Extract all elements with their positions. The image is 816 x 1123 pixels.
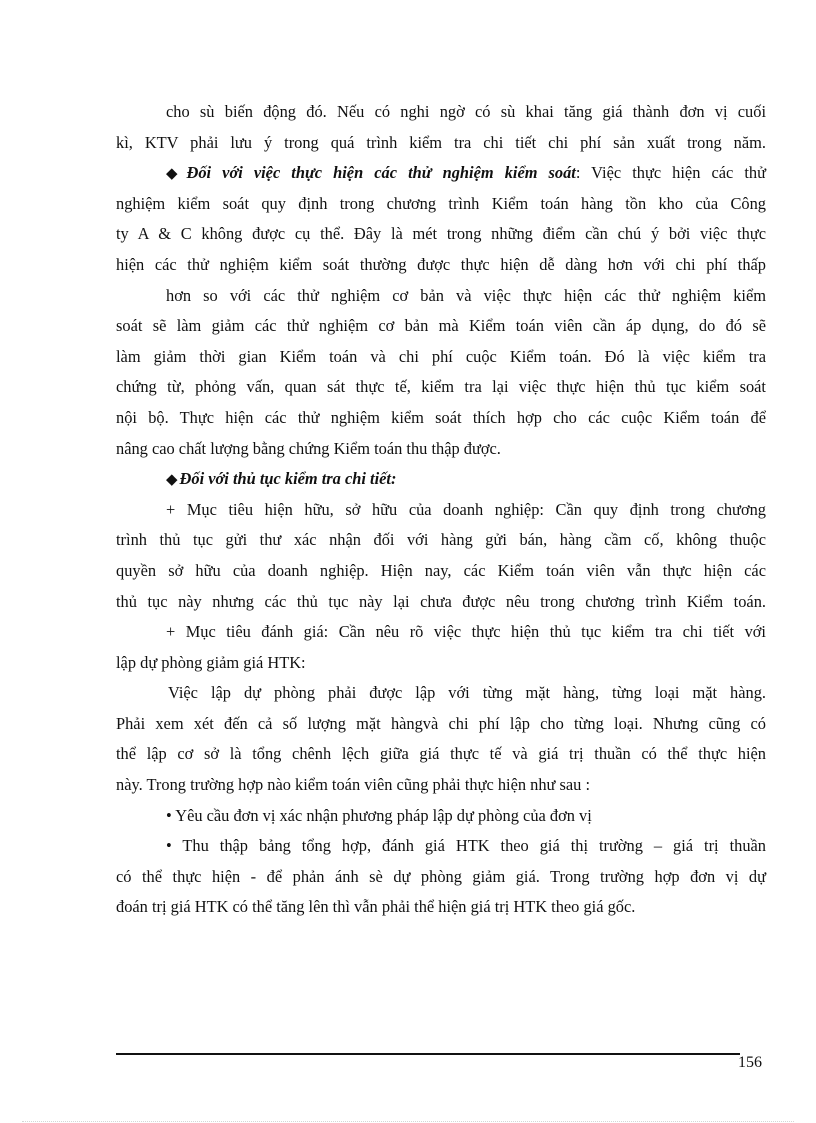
text-line: quyền sở hữu của doanh nghiệp. Hiện nay, các Kiểm toán viên vẫn thực hiện các (116, 560, 766, 580)
text-line: ty A & C không được cụ thể. Đây là mét trong những điểm cần chú ý bởi việc thực (116, 224, 766, 244)
section-heading-line (116, 464, 766, 495)
text-line: đoán trị giá HTK có thể tăng lên thì vẫn phải thể hiện giá trị HTK theo giá gốc. (116, 897, 636, 917)
section-heading (166, 469, 396, 488)
diamond-bullet-icon: ◆ (166, 166, 185, 183)
heading-continuation: : Việc thực hiện các thử (575, 163, 766, 183)
document-body (116, 97, 766, 923)
text-line: + Mục tiêu đánh giá: Cần nêu rõ việc thực hiện thủ tục kiểm tra chi tiết với (166, 622, 766, 642)
text-line: thủ tục này nhưng các thủ tục này lại chưa được nêu trong chương trình Kiểm toán. (116, 591, 766, 611)
diamond-bullet-icon: ◆ (166, 472, 178, 489)
text-line: hiện các thử nghiệm kiểm soát thường được thực hiện dễ dàng hơn với chi phí thấp (116, 254, 766, 274)
text-line: chứng từ, phỏng vấn, quan sát thực tế, kiểm tra lại việc thực hiện thủ tục kiểm soát (116, 377, 766, 397)
page-edge-divider (22, 1121, 794, 1122)
section-heading-line (116, 158, 766, 189)
heading-text: Đối với việc thực hiện các thử nghiệm kiểm soát (186, 163, 576, 183)
text-line: nâng cao chất lượng bằng chứng Kiểm toán thu thập được. (116, 438, 501, 458)
text-line: soát sẽ làm giảm các thử nghiệm cơ bản mà Kiểm toán viên cần áp dụng, do đó sẽ (116, 316, 766, 336)
text-line: kì, KTV phải lưu ý trong quá trình kiểm tra chi tiết chi phí sản xuất trong năm. (116, 132, 766, 152)
heading-text: Đối với thủ tục kiểm tra chi tiết: (179, 469, 397, 489)
text-line: trình thủ tục gửi thư xác nhận đối với hàng gửi bán, hàng cầm cố, không thuộc (116, 530, 766, 550)
text-line: Việc lập dự phòng phải được lập với từng mặt hàng, từng loại mặt hàng. (168, 683, 766, 703)
text-line: Phải xem xét đến cả số lượng mặt hàngvà chi phí lập cho từng loại. Nhưng cũng có (116, 713, 766, 733)
bullet-line: • Yêu cầu đơn vị xác nhận phương pháp lập dự phòng của đơn vị (166, 805, 592, 825)
text-line: cho sù biến động đó. Nếu có nghi ngờ có sù khai tăng giá thành đơn vị cuối (166, 102, 766, 121)
text-line: có thể thực hiện - để phản ánh sè dự phòng giảm giá. Trong trường hợp đơn vị dự (116, 866, 766, 886)
text-line: nội bộ. Thực hiện các thử nghiệm kiểm soát thích hợp cho các cuộc Kiểm toán để (116, 407, 766, 427)
footer-rule (116, 1053, 740, 1055)
text-line: này. Trong trường hợp nào kiểm toán viên cũng phải thực hiện như sau : (116, 775, 591, 795)
text-line: lập dự phòng giảm giá HTK: (116, 652, 306, 672)
text-line: + Mục tiêu hiện hữu, sở hữu của doanh nghiệp: Cần quy định trong chương (166, 499, 766, 519)
text-line: hơn so với các thử nghiệm cơ bản và việc thực hiện các thử nghiệm kiểm (166, 285, 766, 305)
bullet-line: • Thu thập bảng tổng hợp, đánh giá HTK theo giá thị trường – giá trị thuần (166, 836, 766, 856)
page-number: 156 (738, 1054, 762, 1071)
text-line: nghiệm kiểm soát quy định trong chương trình Kiểm toán hàng tồn kho của Công (116, 193, 766, 213)
text-line: làm giảm thời gian Kiểm toán và chi phí cuộc Kiểm toán. Đó là việc kiểm tra (116, 346, 766, 366)
section-heading (166, 163, 576, 182)
text-line: thể lập cơ sở là tổng chênh lệch giữa giá thực tế và giá trị thuần có thể thực hiện (116, 744, 766, 764)
